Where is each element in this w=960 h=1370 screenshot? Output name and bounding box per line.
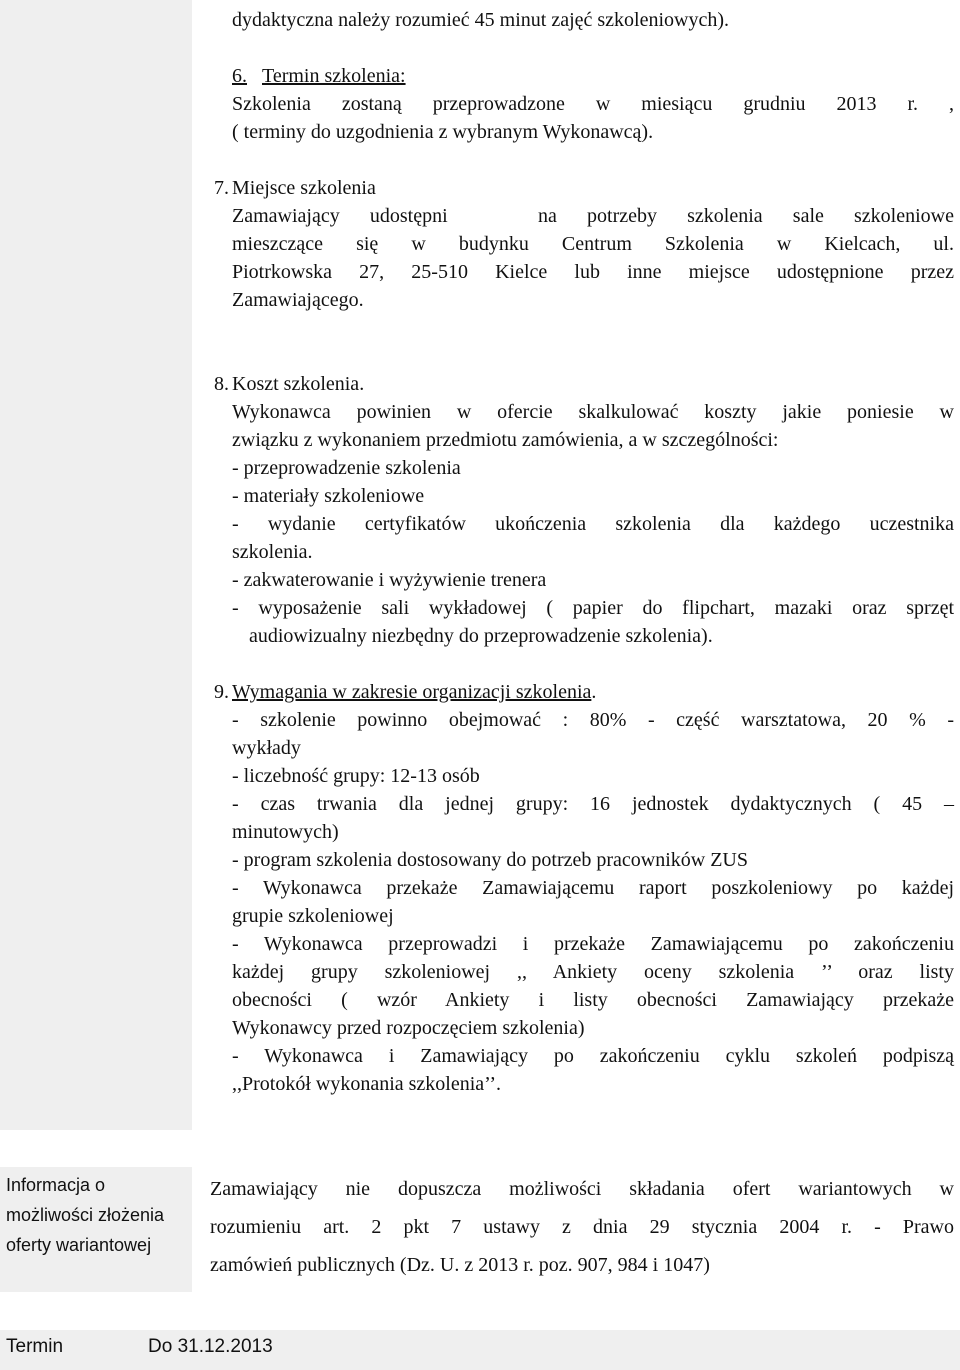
text-line: każdej grupy szkoleniowej ,, Ankiety oceny szkolenia ’’ oraz listy: [232, 961, 954, 983]
intro-line: [232, 6, 954, 34]
text-line: Piotrkowska 27, 25-510 Kielce lub inne miejsce udostępnione przez: [232, 261, 954, 283]
text-line: - zakwaterowanie i wyżywienie trenera: [232, 569, 547, 591]
section-9: [232, 678, 954, 1098]
text-line: ,,Protokół wykonania szkolenia’’.: [232, 1073, 502, 1095]
section-6-heading: [232, 62, 954, 90]
info-label: [6, 1170, 164, 1260]
text-line: - wydanie certyfikatów ukończenia szkolenia dla każdego uczestnika: [232, 513, 954, 535]
sidebar-column: [0, 0, 192, 1130]
text-line: - program szkolenia dostosowany do potrzeb pracowników ZUS: [232, 849, 748, 871]
text-line: - Wykonawca przeprowadzi i przekaże Zamawiającemu po zakończeniu: [232, 933, 954, 955]
text-line: Wykonawcy przed rozpoczęciem szkolenia): [232, 1017, 585, 1039]
text-line: - Wykonawca i Zamawiający po zakończeniu cyklu szkoleń podpiszą: [232, 1045, 954, 1067]
section-8: [232, 370, 954, 650]
section-title: Termin szkolenia:: [262, 65, 406, 87]
info-text: [210, 1170, 954, 1284]
section-6: [232, 62, 954, 146]
info-label-line: oferty wariantowej: [6, 1235, 152, 1255]
text-line: Szkolenia zostaną przeprowadzone w miesiącu grudniu 2013 r. ,: [232, 93, 954, 115]
section-7-number: 7.: [214, 177, 229, 199]
term-label: Termin: [6, 1336, 64, 1357]
section-8-number: 8.: [214, 373, 229, 395]
section-9-number: 9.: [214, 681, 229, 703]
text-line: grupie szkoleniowej: [232, 905, 394, 927]
section-title: Miejsce szkolenia: [232, 177, 376, 199]
text-line: szkolenia.: [232, 541, 313, 563]
text-line: ( terminy do uzgodnienia z wybranym Wykonawcą).: [232, 121, 654, 143]
text-line: Zamawiający nie dopuszcza możliwości składania ofert wariantowych w: [210, 1178, 954, 1200]
text-line: - czas trwania dla jednej grupy: 16 jednostek dydaktycznych ( 45 –: [232, 793, 954, 815]
term-value: Do 31.12.2013: [148, 1336, 273, 1357]
text-line: zamówień publicznych (Dz. U. z 2013 r. poz. 907, 984 i 1047): [210, 1254, 710, 1276]
text-line: związku z wykonaniem przedmiotu zamówienia, a w szczególności:: [232, 429, 779, 451]
text-line: dydaktyczna należy rozumieć 45 minut zajęć szkoleniowych).: [232, 9, 730, 31]
section-number: 6.: [232, 65, 247, 87]
text-line: - wyposażenie sali wykładowej ( papier do flipchart, mazaki oraz sprzęt: [232, 597, 954, 619]
text-line: obecności ( wzór Ankiety i listy obecności Zamawiający przekaże: [232, 989, 954, 1011]
text-line: mieszczące się w budynku Centrum Szkolenia w Kielcach, ul.: [232, 233, 954, 255]
info-label-line: Informacja o: [6, 1175, 106, 1195]
text-line: - szkolenie powinno obejmować : 80% - część warsztatowa, 20 % -: [232, 709, 954, 731]
section-title-period: .: [591, 681, 597, 703]
section-9-heading: [232, 678, 954, 706]
section-title: Wymagania w zakresie organizacji szkolenia: [232, 681, 592, 703]
text-line: wykłady: [232, 737, 301, 759]
text-line: minutowych): [232, 821, 339, 843]
text-line: rozumieniu art. 2 pkt 7 ustawy z dnia 29 stycznia 2004 r. - Prawo: [210, 1216, 954, 1238]
text-line: Zamawiający udostępni na potrzeby szkolenia sale szkoleniowe: [232, 205, 954, 227]
text-line: - przeprowadzenie szkolenia: [232, 457, 461, 479]
info-label-line: możliwości złożenia: [6, 1205, 165, 1225]
section-7: [232, 174, 954, 314]
text-line: Zamawiającego.: [232, 289, 364, 311]
text-line: - Wykonawca przekaże Zamawiającemu raport poszkoleniowy po każdej: [232, 877, 954, 899]
text-line: Wykonawca powinien w ofercie skalkulować koszty jakie poniesie w: [232, 401, 954, 423]
text-line: - materiały szkoleniowe: [232, 485, 425, 507]
text-line: - liczebność grupy: 12-13 osób: [232, 765, 480, 787]
text-line: audiowizualny niezbędny do przeprowadzenie szkolenia).: [249, 625, 713, 647]
section-title: Koszt szkolenia.: [232, 373, 365, 395]
